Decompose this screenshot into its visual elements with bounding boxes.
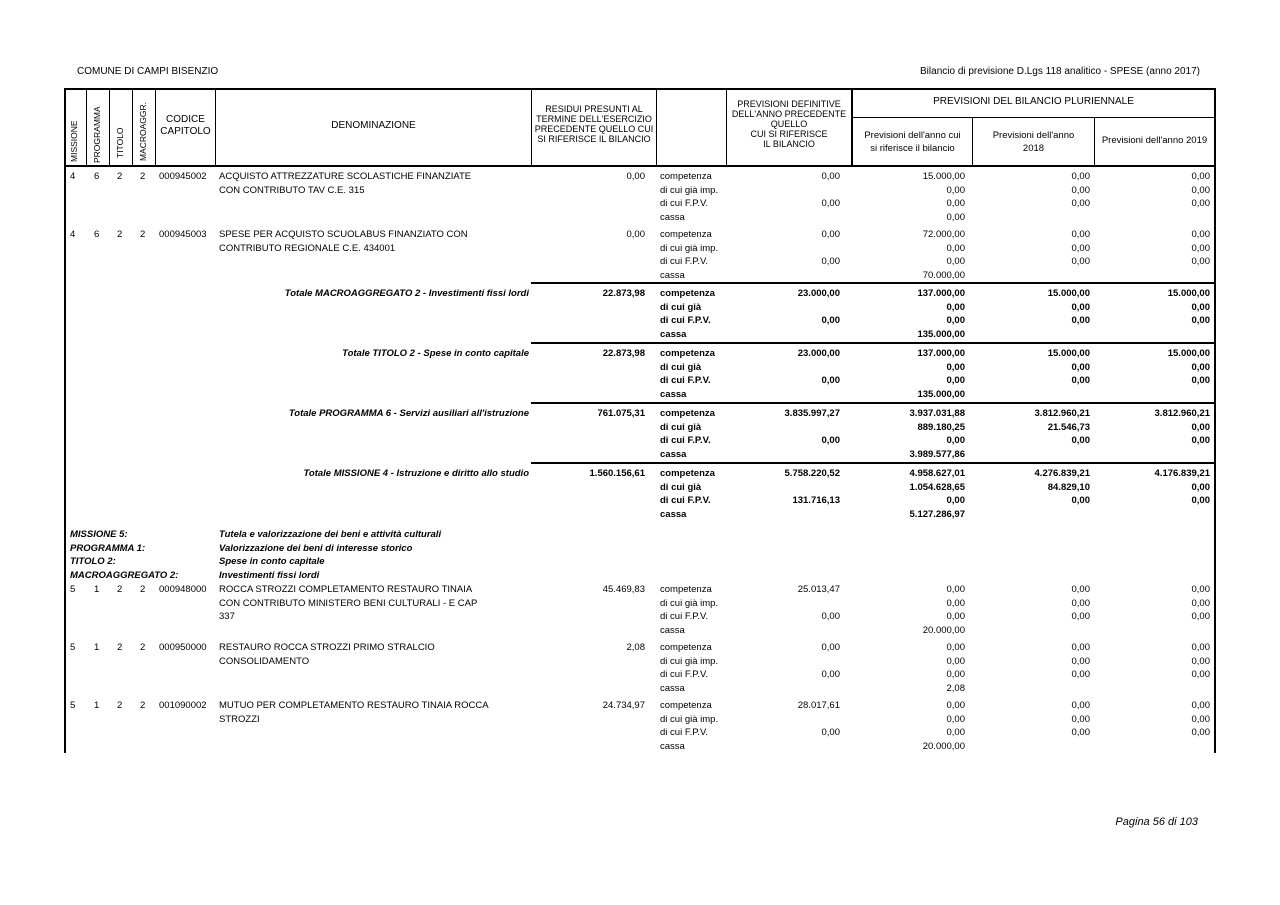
a1-value: 0,00 <box>946 713 965 725</box>
a2-value: 4.276.839,21 <box>1034 468 1090 479</box>
a1-value: 0,00 <box>946 495 965 507</box>
prev-value: 3.835.997,27 <box>784 408 840 419</box>
col-pluriennale: PREVISIONI DEL BILANCIO PLURIENNALE <box>933 96 1134 107</box>
page-number: Pagina 56 di 103 <box>1115 816 1198 828</box>
prev-value: 0,00 <box>821 198 840 210</box>
a3-value: 0,00 <box>1191 184 1210 196</box>
residui-value: 22.873,98 <box>602 348 645 359</box>
prev-value: 5.758.220,52 <box>784 468 840 479</box>
voce-label: competenza <box>660 642 712 653</box>
a1-value: 137.000,00 <box>917 288 965 299</box>
col-anno-1: Previsioni dell'anno cui si riferisce il bilancio <box>864 130 961 154</box>
a3-value: 0,00 <box>1191 481 1210 493</box>
voce-label: di cui F.P.V. <box>660 727 709 739</box>
document-title: Bilancio di previsione D.Lgs 118 analitico - SPESE (anno 2017) <box>920 66 1200 77</box>
denominazione-line: CON CONTRIBUTO MINISTERO BENI CULTURALI - E CAP <box>219 597 478 609</box>
prev-value: 0,00 <box>821 375 840 387</box>
voce-label: di cui già imp. <box>660 184 719 196</box>
total-label: Totale PROGRAMMA 6 - Servizi ausiliari all'istruzione <box>288 408 529 419</box>
a1-value: 0,00 <box>946 727 965 739</box>
col-codice: CODICE CAPITOLO <box>160 114 211 137</box>
residui-value: 2,08 <box>626 642 645 653</box>
a2-value: 0,00 <box>1071 597 1090 609</box>
a1-value: 135.000,00 <box>917 388 965 400</box>
codice-capitolo: 000945002 <box>159 171 207 182</box>
a1-value: 0,00 <box>946 375 965 387</box>
a1-value: 2,08 <box>946 682 965 694</box>
voce-label: cassa <box>660 448 687 460</box>
voce-label: di cui F.P.V. <box>660 611 709 623</box>
section-value: Tutela e valorizzazione dei beni e attività culturali <box>219 529 442 540</box>
a1-value: 0,00 <box>946 700 965 711</box>
a1-value: 0,00 <box>946 642 965 653</box>
residui-value: 0,00 <box>626 171 645 182</box>
titolo-code: 2 <box>117 584 123 595</box>
a2-value: 0,00 <box>1071 242 1090 254</box>
voce-label: di cui F.P.V. <box>660 375 711 387</box>
programma-code: 1 <box>94 642 100 653</box>
prev-value: 0,00 <box>821 669 840 681</box>
a3-value: 0,00 <box>1191 727 1210 739</box>
a2-value: 0,00 <box>1071 435 1090 447</box>
a3-value: 0,00 <box>1191 229 1210 240</box>
a2-value: 15.000,00 <box>1047 288 1090 299</box>
total-separator <box>531 402 1214 404</box>
voce-label: di cui F.P.V. <box>660 435 711 447</box>
col-titolo: TITOLO <box>115 127 125 158</box>
a2-value: 0,00 <box>1071 584 1090 595</box>
a1-value: 72.000,00 <box>922 229 965 240</box>
voce-label: di cui già <box>660 361 702 373</box>
prev-value: 23.000,00 <box>797 288 840 299</box>
section-value: Spese in conto capitale <box>219 556 325 568</box>
voce-label: competenza <box>660 171 712 182</box>
missione-code: 4 <box>70 171 76 182</box>
a2-value: 0,00 <box>1071 375 1090 387</box>
codice-capitolo: 000945003 <box>159 229 207 240</box>
a3-value: 0,00 <box>1191 642 1210 653</box>
a1-value: 0,00 <box>946 301 965 313</box>
total-separator <box>531 282 1214 284</box>
residui-value: 24.734,97 <box>602 700 645 711</box>
a2-value: 3.812.960,21 <box>1034 408 1090 419</box>
macroaggr-code: 2 <box>140 584 146 595</box>
voce-label: di cui già <box>660 301 702 313</box>
a3-value: 0,00 <box>1191 597 1210 609</box>
residui-value: 45.469,83 <box>602 584 645 595</box>
codice-capitolo: 001090002 <box>159 700 207 711</box>
a2-value: 0,00 <box>1071 361 1090 373</box>
residui-value: 22.873,98 <box>602 288 645 299</box>
col-residui: RESIDUI PRESUNTI AL TERMINE DELL'ESERCIZIO PRECEDENTE QUELLO CUI SI RIFERISCE IL BILANCIO <box>534 104 654 144</box>
a3-value: 0,00 <box>1191 242 1210 254</box>
section-label: MACROAGGREGATO 2: <box>70 569 179 581</box>
a3-value: 0,00 <box>1191 713 1210 725</box>
denominazione-line: STROZZI <box>219 713 260 725</box>
total-label: Totale MISSIONE 4 - Istruzione e diritto allo studio <box>303 468 529 479</box>
a3-value: 0,00 <box>1191 669 1210 681</box>
a1-value: 3.989.577,86 <box>909 448 965 460</box>
a1-value: 0,00 <box>946 198 965 210</box>
missione-code: 5 <box>70 700 76 711</box>
voce-label: competenza <box>660 468 715 479</box>
denominazione-line: CON CONTRIBUTO TAV C.E. 315 <box>219 184 365 196</box>
a1-value: 0,00 <box>946 315 965 327</box>
codice-capitolo: 000950000 <box>159 642 207 653</box>
a2-value: 0,00 <box>1071 700 1090 711</box>
a3-value: 0,00 <box>1191 361 1210 373</box>
voce-label: cassa <box>660 624 685 636</box>
missione-code: 5 <box>70 642 76 653</box>
prev-value: 0,00 <box>821 315 840 327</box>
a3-value: 0,00 <box>1191 301 1210 313</box>
voce-label: cassa <box>660 328 687 340</box>
col-denominazione: DENOMINAZIONE <box>331 120 416 131</box>
a1-value: 0,00 <box>946 361 965 373</box>
a3-value: 3.812.960,21 <box>1154 408 1210 419</box>
voce-label: cassa <box>660 740 685 752</box>
col-missione: MISSIONE <box>69 120 79 162</box>
a3-value: 0,00 <box>1191 584 1210 595</box>
missione-code: 4 <box>70 229 76 240</box>
total-separator <box>531 342 1214 344</box>
voce-label: competenza <box>660 584 712 595</box>
denominazione-line: CONTRIBUTO REGIONALE C.E. 434001 <box>219 242 396 254</box>
macroaggr-code: 2 <box>140 229 146 240</box>
voce-label: di cui già imp. <box>660 597 719 609</box>
a2-value: 0,00 <box>1071 184 1090 196</box>
voce-label: cassa <box>660 508 687 520</box>
a1-value: 889.180,25 <box>917 421 965 433</box>
a1-value: 137.000,00 <box>917 348 965 359</box>
a3-value: 0,00 <box>1191 198 1210 210</box>
titolo-code: 2 <box>117 171 123 182</box>
a3-value: 0,00 <box>1191 435 1210 447</box>
voce-label: competenza <box>660 700 712 711</box>
a3-value: 0,00 <box>1191 375 1210 387</box>
voce-label: cassa <box>660 269 685 281</box>
a2-value: 0,00 <box>1071 229 1090 240</box>
titolo-code: 2 <box>117 229 123 240</box>
codice-capitolo: 000948000 <box>159 584 207 595</box>
a3-value: 0,00 <box>1191 315 1210 327</box>
a1-value: 0,00 <box>946 256 965 268</box>
prev-value: 28.017,61 <box>797 700 840 711</box>
denominazione-line: SPESE PER ACQUISTO SCUOLABUS FINANZIATO CON <box>219 229 468 240</box>
section-label: MISSIONE 5: <box>70 529 128 540</box>
a1-value: 70.000,00 <box>922 269 965 281</box>
voce-label: di cui già imp. <box>660 655 719 667</box>
voce-label: cassa <box>660 388 687 400</box>
a1-value: 20.000,00 <box>922 624 965 636</box>
a3-value: 4.176.839,21 <box>1154 468 1210 479</box>
a3-value: 0,00 <box>1191 611 1210 623</box>
macroaggr-code: 2 <box>140 642 146 653</box>
voce-label: di cui F.P.V. <box>660 315 711 327</box>
prev-value: 0,00 <box>821 727 840 739</box>
a1-value: 5.127.286,97 <box>909 508 965 520</box>
titolo-code: 2 <box>117 700 123 711</box>
denominazione-line: CONSOLIDAMENTO <box>219 655 310 667</box>
a1-value: 0,00 <box>946 242 965 254</box>
prev-value: 23.000,00 <box>797 348 840 359</box>
prev-value: 0,00 <box>821 256 840 268</box>
prev-value: 0,00 <box>821 171 840 182</box>
voce-label: di cui già imp. <box>660 713 719 725</box>
col-anno-3: Previsioni dell'anno 2019 <box>1101 135 1208 146</box>
a1-value: 3.937.031,88 <box>909 408 965 419</box>
a2-value: 0,00 <box>1071 669 1090 681</box>
col-programma: PROGRAMMA <box>92 106 102 163</box>
a1-value: 15.000,00 <box>922 171 965 182</box>
section-label: TITOLO 2: <box>70 556 116 568</box>
total-label: Totale TITOLO 2 - Spese in conto capitale <box>342 348 529 359</box>
voce-label: di cui già imp. <box>660 242 719 254</box>
missione-code: 5 <box>70 584 76 595</box>
a2-value: 0,00 <box>1071 171 1090 182</box>
programma-code: 1 <box>94 584 100 595</box>
denominazione-line: 337 <box>219 611 235 623</box>
a3-value: 0,00 <box>1191 171 1210 182</box>
voce-label: di cui già <box>660 481 702 493</box>
a2-value: 0,00 <box>1071 198 1090 210</box>
a2-value: 0,00 <box>1071 256 1090 268</box>
a1-value: 0,00 <box>946 611 965 623</box>
total-separator <box>531 462 1214 464</box>
voce-label: di cui F.P.V. <box>660 198 709 210</box>
residui-value: 0,00 <box>626 229 645 240</box>
voce-label: di cui già <box>660 421 702 433</box>
section-value: Valorizzazione dei beni di interesse storico <box>219 542 413 554</box>
voce-label: competenza <box>660 229 712 240</box>
a2-value: 0,00 <box>1071 655 1090 667</box>
total-label: Totale MACROAGGREGATO 2 - Investimenti fissi lordi <box>284 288 529 299</box>
voce-label: cassa <box>660 211 685 223</box>
macroaggr-code: 2 <box>140 171 146 182</box>
voce-label: competenza <box>660 348 715 359</box>
a2-value: 0,00 <box>1071 315 1090 327</box>
section-label: PROGRAMMA 1: <box>70 542 146 554</box>
a2-value: 0,00 <box>1071 713 1090 725</box>
prev-value: 0,00 <box>821 435 840 447</box>
denominazione-line: ROCCA STROZZI COMPLETAMENTO RESTAURO TINAIA <box>219 584 473 595</box>
a1-value: 0,00 <box>946 184 965 196</box>
voce-label: di cui F.P.V. <box>660 256 709 268</box>
a1-value: 135.000,00 <box>917 328 965 340</box>
a3-value: 0,00 <box>1191 495 1210 507</box>
a2-value: 84.829,10 <box>1047 481 1090 493</box>
prev-value: 0,00 <box>821 642 840 653</box>
entity-name: COMUNE DI CAMPI BISENZIO <box>77 66 219 77</box>
residui-value: 761.075,31 <box>597 408 645 419</box>
a2-value: 15.000,00 <box>1047 348 1090 359</box>
voce-label: competenza <box>660 408 715 419</box>
prev-value: 131.716,13 <box>792 495 840 507</box>
a1-value: 0,00 <box>946 669 965 681</box>
prev-value: 0,00 <box>821 611 840 623</box>
voce-label: competenza <box>660 288 715 299</box>
a2-value: 21.546,73 <box>1047 421 1090 433</box>
budget-table <box>64 88 1216 753</box>
a3-value: 15.000,00 <box>1167 348 1210 359</box>
a3-value: 0,00 <box>1191 655 1210 667</box>
a1-value: 4.958.627,01 <box>909 468 965 479</box>
denominazione-line: RESTAURO ROCCA STROZZI PRIMO STRALCIO <box>219 642 435 653</box>
col-macroaggr: MACROAGGR. <box>138 101 148 161</box>
a3-value: 15.000,00 <box>1167 288 1210 299</box>
col-prev-definitive: PREVISIONI DEFINITIVE DELL'ANNO PRECEDENTE QUELLO CUI SI RIFERISCE IL BILANCIO <box>731 99 847 149</box>
denominazione-line: MUTUO PER COMPLETAMENTO RESTAURO TINAIA ROCCA <box>219 700 489 711</box>
a2-value: 0,00 <box>1071 611 1090 623</box>
prev-value: 0,00 <box>821 229 840 240</box>
denominazione-line: ACQUISTO ATTREZZATURE SCOLASTICHE FINANZIATE <box>219 171 472 182</box>
programma-code: 6 <box>94 229 100 240</box>
a3-value: 0,00 <box>1191 421 1210 433</box>
a1-value: 0,00 <box>946 655 965 667</box>
a2-value: 0,00 <box>1071 727 1090 739</box>
voce-label: cassa <box>660 682 685 694</box>
section-value: Investimenti fissi lordi <box>219 569 320 581</box>
programma-code: 6 <box>94 171 100 182</box>
col-anno-2: Previsioni dell'anno 2018 <box>992 130 1075 154</box>
a1-value: 1.054.628,65 <box>909 481 965 493</box>
voce-label: di cui F.P.V. <box>660 669 709 681</box>
voce-label: di cui F.P.V. <box>660 495 711 507</box>
a2-value: 0,00 <box>1071 642 1090 653</box>
macroaggr-code: 2 <box>140 700 146 711</box>
residui-value: 1.560.156,61 <box>589 468 645 479</box>
a1-value: 0,00 <box>946 584 965 595</box>
a3-value: 0,00 <box>1191 700 1210 711</box>
a3-value: 0,00 <box>1191 256 1210 268</box>
a1-value: 0,00 <box>946 597 965 609</box>
prev-value: 25.013,47 <box>797 584 840 595</box>
programma-code: 1 <box>94 700 100 711</box>
titolo-code: 2 <box>117 642 123 653</box>
a2-value: 0,00 <box>1071 495 1090 507</box>
a1-value: 20.000,00 <box>922 740 965 752</box>
a1-value: 0,00 <box>946 435 965 447</box>
a1-value: 0,00 <box>946 211 965 223</box>
a2-value: 0,00 <box>1071 301 1090 313</box>
